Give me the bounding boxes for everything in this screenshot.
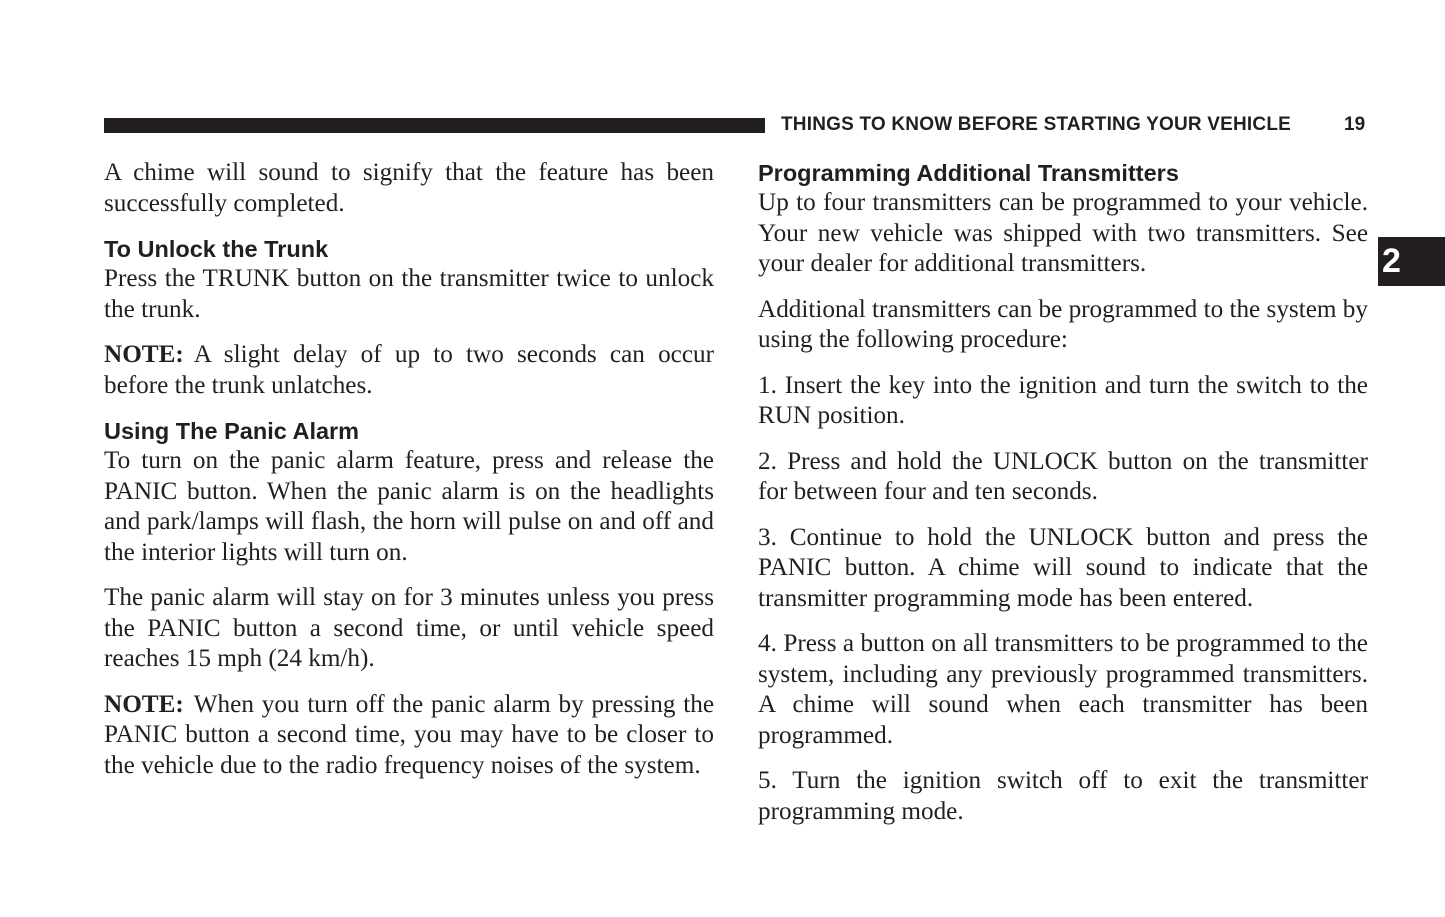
paragraph-panic-on: To turn on the panic alarm feature, press and release the PANIC button. When the panic alarm is on the headlights and park/lamps will flash, the horn will pulse on and off and the interior lights will turn on. [104,447,714,566]
note-panic-off [104,690,714,782]
paragraph-chime: A chime will sound to signify that the feature has been successfully completed. [104,159,714,217]
heading-panic-alarm: Using The Panic Alarm [104,418,360,444]
page-number: 19 [1344,114,1366,135]
running-header-title: THINGS TO KNOW BEFORE STARTING YOUR VEHICLE [781,114,1292,135]
note-text: A slight delay of up to two seconds can occur before the trunk unlatches. [104,341,714,399]
paragraph-procedure-intro: Additional transmitters can be programmed to the system by using the following procedure: [758,295,1368,353]
step-3: 3. Continue to hold the UNLOCK button and press the PANIC button. A chime will sound to indicate that the transmitter programming mode has been entered. [758,523,1368,612]
note-label: NOTE: [104,341,184,368]
heading-programming-transmitters: Programming Additional Transmitters [758,160,1179,186]
paragraph-transmitter-count: Up to four transmitters can be programmed to your vehicle. Your new vehicle was shipped with two transmitters. See your dealer for additional transmitters. [758,189,1368,277]
step-4: 4. Press a button on all transmitters to be programmed to the system, including any previously programmed transmitters. A chime will sound when each transmitter has been programmed. [758,630,1368,749]
header-rule [104,118,765,133]
step-5: 5. Turn the ignition switch off to exit the transmitter programming mode. [758,767,1368,825]
paragraph-unlock-trunk: Press the TRUNK button on the transmitter twice to unlock the trunk. [104,265,714,323]
chapter-tab: 2 [1378,237,1445,286]
right-column [758,158,1368,842]
step-2: 2. Press and hold the UNLOCK button on the transmitter for between four and ten seconds. [758,447,1368,505]
step-1: 1. Insert the key into the ignition and turn the switch to the RUN position. [758,371,1368,429]
left-column [104,158,714,796]
note-trunk-delay [104,340,714,401]
heading-unlock-trunk: To Unlock the Trunk [104,236,329,262]
note-text: When you turn off the panic alarm by pressing the PANIC button a second time, you may have to be closer to the vehicle due to the radio frequency noises of the system. [104,690,714,779]
note-label: NOTE: [104,690,184,718]
paragraph-panic-duration: The panic alarm will stay on for 3 minutes unless you press the PANIC button a second time, or until vehicle speed reaches 15 mph (24 km/h). [104,584,714,672]
